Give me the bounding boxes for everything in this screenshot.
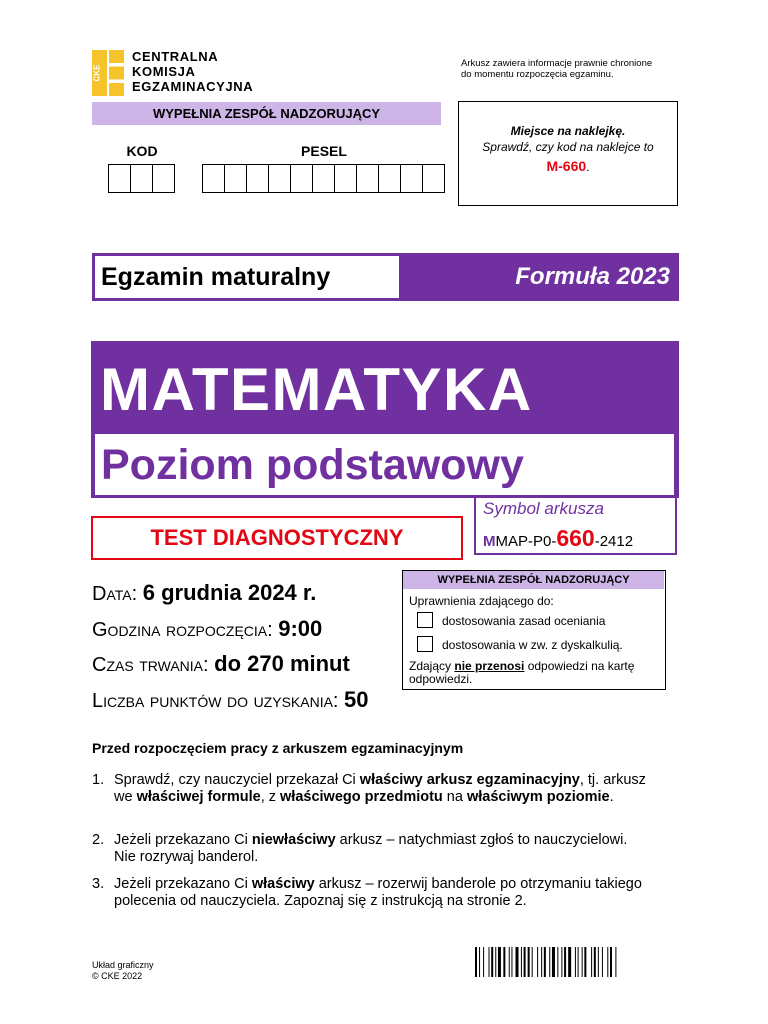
legal-note (461, 58, 691, 80)
instruction-number: 2. (92, 832, 105, 848)
kod-digit-box[interactable] (130, 164, 153, 193)
barcode-bar (541, 947, 542, 977)
barcode-bar (594, 947, 596, 977)
instruction-emphasis: właściwy arkusz egzaminacyjny (359, 772, 580, 788)
note-emphasis: nie przenosi (454, 659, 525, 673)
pesel-digit-box[interactable] (312, 164, 335, 193)
pesel-digit-box[interactable] (356, 164, 379, 193)
instruction-item (92, 876, 652, 910)
symbol-code (483, 525, 633, 555)
instruction-emphasis: właściwym poziomie (466, 789, 610, 805)
sticker-instruction: Sprawdź, czy kod na naklejce to (482, 140, 654, 154)
kod-field[interactable] (109, 164, 175, 193)
supervisor-note (409, 660, 659, 686)
instruction-item (92, 772, 652, 806)
barcode-bar (495, 947, 496, 977)
symbol-label: Symbol arkusza (483, 499, 604, 518)
pesel-digit-box[interactable] (400, 164, 423, 193)
barcode-bar (549, 947, 550, 977)
instruction-text: . (609, 789, 614, 805)
legal-note-line: Arkusz zawiera informacje prawnie chronione (461, 58, 653, 69)
barcode-bar (509, 947, 510, 977)
instruction-text: , z (260, 789, 281, 805)
duration-value: do 270 minut (214, 651, 350, 676)
logo-line: KOMISJA (132, 64, 196, 79)
kod-digit-box[interactable] (108, 164, 131, 193)
time-value: 9:00 (278, 616, 323, 641)
footer-credit (92, 960, 154, 982)
instruction-text: Sprawdź, czy nauczyciel przekazał Ci (114, 772, 360, 788)
instruction-emphasis: właściwy (251, 876, 315, 892)
cke-logo-mark (92, 50, 124, 96)
pesel-digit-box[interactable] (224, 164, 247, 193)
barcode-bar (524, 947, 526, 977)
note-text: odpowiedzi na kartę odpowiedzi. (409, 659, 635, 686)
barcode-bar (491, 947, 493, 977)
barcode (475, 947, 677, 977)
logo-mark-text: CKE (92, 64, 102, 82)
time-label: Godzina rozpoczęcia: (92, 619, 273, 641)
pesel-label: PESEL (301, 143, 347, 159)
barcode-bar (516, 947, 519, 977)
barcode-bar (602, 947, 603, 977)
supervisor-header: WYPEŁNIA ZESPÓŁ NADZORUJĄCY (92, 102, 441, 125)
barcode-bar (521, 947, 522, 977)
barcode-bar (578, 947, 579, 977)
symbol-number: 660 (556, 525, 595, 551)
date-label: Data: (92, 583, 138, 605)
barcode-bar (532, 947, 533, 977)
duration-line (92, 651, 350, 678)
barcode-bar (544, 947, 546, 977)
instruction-text: na (442, 789, 467, 805)
instruction-emphasis: właściwej formule (136, 789, 261, 805)
barcode-bar (575, 947, 576, 977)
instruction-text: Jeżeli przekazano Ci (114, 832, 252, 848)
barcode-bar (552, 947, 555, 977)
logo-line: EGZAMINACYJNA (132, 79, 254, 94)
barcode-bar (610, 947, 612, 977)
legal-note-line: do momentu rozpoczęcia egzaminu. (461, 69, 614, 80)
supervisor-box-header: WYPEŁNIA ZESPÓŁ NADZORUJĄCY (403, 571, 664, 589)
barcode-bar (511, 947, 512, 977)
barcode-bar (584, 947, 586, 977)
barcode-bar (479, 947, 480, 977)
symbol-suffix: -2412 (594, 533, 634, 550)
pesel-digit-box[interactable] (290, 164, 313, 193)
barcode-bar (607, 947, 608, 977)
barcode-bar (591, 947, 592, 977)
cke-logo-text (132, 49, 253, 94)
sticker-area[interactable] (458, 101, 678, 206)
time-line (92, 616, 322, 643)
symbol-prefix-m: M (483, 533, 496, 550)
barcode-bar (582, 947, 583, 977)
sticker-code-end: . (586, 160, 590, 174)
barcode-bar (498, 947, 501, 977)
exam-formula: Formuła 2023 (515, 263, 670, 290)
points-value: 50 (344, 687, 369, 712)
pesel-field[interactable] (203, 164, 445, 193)
instruction-emphasis: właściwego przedmiotu (280, 789, 443, 805)
pesel-digit-box[interactable] (268, 164, 291, 193)
logo-line: CENTRALNA (132, 49, 219, 64)
barcode-bar (568, 947, 571, 977)
barcode-bar (564, 947, 566, 977)
pesel-digit-box[interactable] (246, 164, 269, 193)
level-title: Poziom podstawowy (101, 441, 524, 489)
exam-type: Egzamin maturalny (95, 256, 399, 298)
note-text: Zdający (409, 659, 455, 673)
sticker-code-line (459, 158, 677, 174)
barcode-bar (503, 947, 505, 977)
pesel-digit-box[interactable] (422, 164, 445, 193)
instruction-number: 3. (92, 876, 105, 892)
instruction-emphasis: niewłaściwy (251, 832, 336, 848)
option1-checkbox[interactable] (417, 612, 433, 628)
footer-line: © CKE 2022 (92, 971, 143, 981)
pesel-digit-box[interactable] (202, 164, 225, 193)
instructions-title: Przed rozpoczęciem pracy z arkuszem egzaminacyjnym (92, 740, 464, 756)
instruction-text: arkusz – rozerwij banderole po otrzymaniu takiego polecenia od nauczyciela. Zapoznaj się z instrukcją na stronie 2. (114, 876, 642, 909)
instruction-number: 1. (92, 772, 105, 788)
option2-checkbox[interactable] (417, 636, 433, 652)
instruction-text: arkusz – natychmiast zgłoś to nauczycielowi. Nie rozrywaj banderol. (114, 832, 628, 865)
barcode-bar (475, 947, 477, 977)
barcode-bar (537, 947, 538, 977)
points-label: Liczba punktów do uzyskania: (92, 690, 339, 712)
subject-title: MATEMATYKA (100, 356, 533, 423)
barcode-bar (489, 947, 490, 977)
kod-digit-box[interactable] (152, 164, 175, 193)
barcode-bar (483, 947, 484, 977)
barcode-bar (528, 947, 530, 977)
option1-label: dostosowania zasad oceniania (442, 614, 606, 628)
test-label: TEST DIAGNOSTYCZNY (91, 516, 463, 560)
symbol-prefix: MAP-P0- (495, 533, 557, 550)
option2-label: dostosowania w zw. z dyskalkulią. (442, 638, 623, 652)
pesel-digit-box[interactable] (378, 164, 401, 193)
date-line (92, 580, 316, 607)
duration-label: Czas trwania: (92, 654, 209, 676)
instruction-text: , tj. arkusz we (114, 772, 646, 805)
pesel-digit-box[interactable] (334, 164, 357, 193)
instruction-text: Jeżeli przekazano Ci (114, 876, 252, 892)
date-value: 6 grudnia 2024 r. (142, 580, 317, 605)
sticker-title: Miejsce na naklejkę. (510, 124, 626, 138)
instruction-item (92, 832, 652, 866)
rights-label: Uprawnienia zdającego do: (409, 594, 554, 608)
barcode-bar (615, 947, 616, 977)
footer-line: Układ graficzny (92, 960, 154, 970)
barcode-bar (557, 947, 558, 977)
points-line (92, 687, 369, 714)
barcode-bar (561, 947, 562, 977)
sticker-code: M-660 (546, 158, 587, 174)
kod-label: KOD (126, 143, 158, 159)
barcode-bar (598, 947, 599, 977)
